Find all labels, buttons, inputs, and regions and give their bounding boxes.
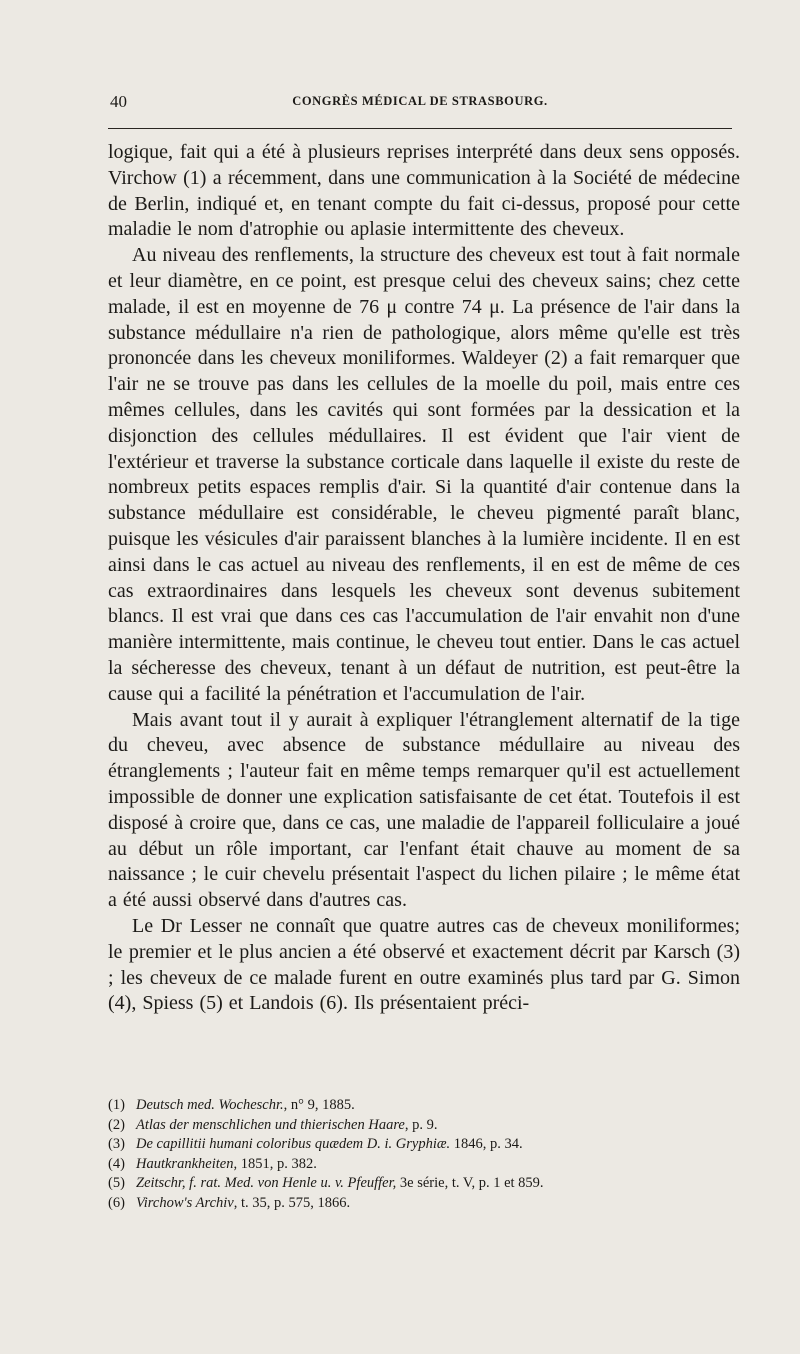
header-rule	[108, 128, 732, 129]
footnote-6	[108, 1194, 740, 1214]
footnote-title: Virchow's Archiv	[136, 1194, 234, 1211]
paragraph-3: Mais avant tout il y aurait à expliquer l'étranglement alternatif de la tige du cheveu, avec absence de substance médullaire au niveau des étranglements ; l'auteur fait en même temps remarquer qu'il est actuellement impossible de donner une explication satisfaisante de cet état. Toutefois il est disposé à croire que, dans ce cas, une maladie de l'appareil folliculaire a joué au début un rôle important, car l'enfant était chauve au moment de sa naissance ; le cuir chevelu présentait l'aspect du lichen pilaire ; le même état a été aussi observé dans d'autres cas.	[108, 708, 740, 912]
footnote-details: 3e série, t. V, p. 1 et 859.	[396, 1175, 544, 1191]
footnote-title: Deutsch med. Wocheschr.	[136, 1097, 284, 1113]
footnote-title: Atlas der menschlichen und thierischen Haare	[136, 1116, 405, 1133]
footnote-title: Hautkrankheiten	[136, 1155, 234, 1172]
running-title: CONGRÈS MÉDICAL DE STRASBOURG.	[292, 94, 548, 108]
footnote-title: Zeitschr, f. rat. Med. von Henle u. v. Pfeuffer,	[136, 1175, 397, 1191]
paragraph-4: Le Dr Lesser ne connaît que quatre autres cas de cheveux moniliformes; le premier et le plus ancien a été observé et exactement décrit par Karsch (3) ; les cheveux de ce malade furent en outre examinés plus tard par G. Simon (4), Spiess (5) et Landois (6). Ils présentaient préci-	[108, 914, 740, 1015]
footnote-number: (3)	[108, 1136, 125, 1152]
footnotes	[108, 1096, 740, 1213]
paragraph-2: Au niveau des renflements, la structure des cheveux est tout à fait normale et leur diamètre, en ce point, est presque celui des cheveux sains; chez cette malade, il est en moyenne de 76 μ contre 74 μ. La présence de l'air dans la substance médullaire n'a rien de pathologique, alors même qu'elle est très prononcée dans les cheveux moniliformes. Waldeyer (2) a fait remarquer que l'air ne se trouve pas dans les cellules de la moelle du poil, mais entre ces mêmes cellules, dans les cavités qui sont formées par la dessication et la disjonction des cellules médullaires. Il est évident que l'air vient de l'extérieur et traverse la substance corticale dans laquelle il existe du reste de nombreux petits espaces remplis d'air. Si la quantité d'air contenue dans la substance médullaire est considérable, le cheveu pigmenté paraît blanc, puisque les vésicules d'air paraissent blanches à la lumière incidente. Il en est ainsi dans le cas actuel au niveau des renflements, il en est de même de ces cas extraordinaires dans lesquels les cheveux sont devenus subitement blancs. Il est vrai que dans ces cas l'accumulation de l'air envahit non d'une manière intermittente, mais continue, le cheveu tout entier. Dans le cas actuel la sécheresse des cheveux, tenant à un défaut de nutrition, est peut-être la cause qui a facilité la pénétration et l'accumulation de l'air.	[108, 244, 740, 705]
page-number: 40	[110, 92, 127, 111]
paragraph-1: logique, fait qui a été à plusieurs reprises interprété dans deux sens opposés. Virchow (1) a récemment, dans une communication à la Société de médecine de Berlin, indiqué et, en tenant compte du fait ci-dessus, proposé pour cette maladie le nom d'atrophie ou aplasie intermittente des cheveux.	[108, 141, 740, 241]
footnote-5	[108, 1174, 740, 1194]
footnote-number: (5)	[108, 1175, 125, 1191]
footnote-1	[108, 1096, 740, 1116]
footnote-details: , p. 9.	[404, 1116, 438, 1133]
footnote-details: , t. 35, p. 575, 1866.	[233, 1194, 351, 1211]
footnote-3	[108, 1135, 740, 1155]
page-header	[110, 92, 730, 112]
footnote-4	[108, 1155, 740, 1175]
footnote-details: , 1851, p. 382.	[233, 1155, 317, 1172]
footnote-2	[108, 1116, 740, 1136]
footnote-details: , n° 9, 1885.	[283, 1097, 355, 1113]
footnote-title: De capillitii humani coloribus quædem D. i. Gryphiæ.	[136, 1136, 451, 1152]
body-text	[108, 140, 740, 1017]
footnote-details: 1846, p. 34.	[450, 1136, 523, 1152]
footnote-number: (6)	[108, 1194, 125, 1211]
footnote-number: (4)	[108, 1155, 125, 1172]
footnote-number: (1)	[108, 1097, 125, 1113]
footnote-number: (2)	[108, 1116, 125, 1133]
